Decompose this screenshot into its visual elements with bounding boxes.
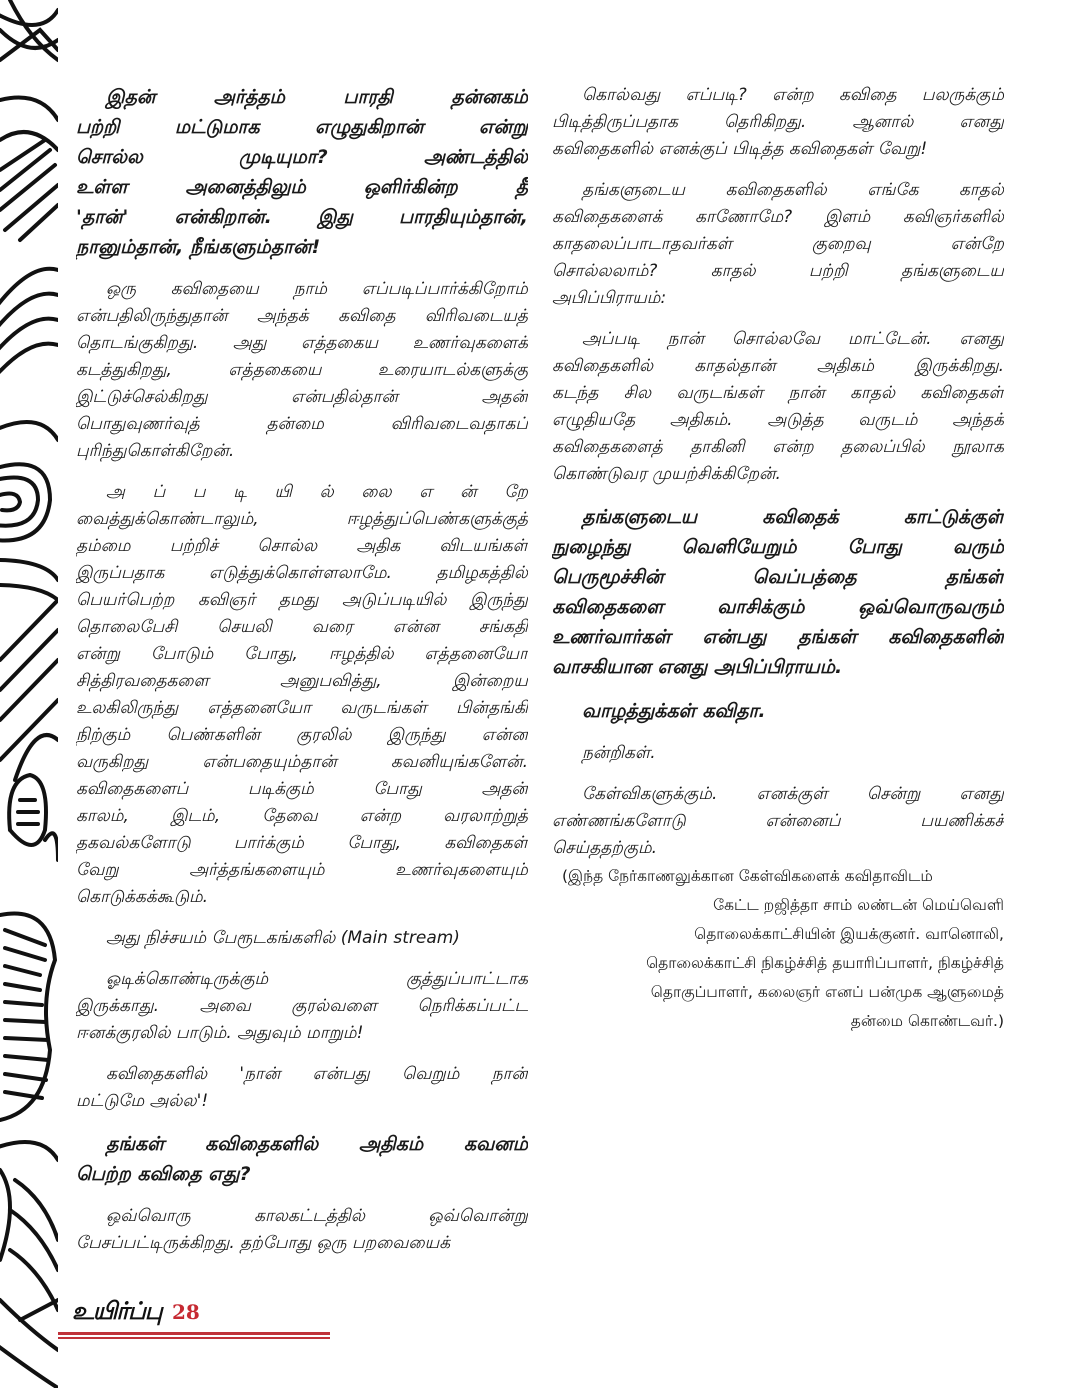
text-line: பிடித்திருப்பதாக தெரிகிறது. ஆனால் எனது [552,112,1004,132]
question-paragraph [552,502,1004,682]
text-line: தொடங்குகிறது. அது எத்தகைய உணர்வுகளைக் [76,333,528,353]
credit-line: தொலைக்காட்சி நிகழ்ச்சித் தயாரிப்பாளர், நிகழ்ச்சித் [646,954,1004,972]
text-line: கவிதைகளைக் காணோமே? இளம் கவிஞர்களில் [552,207,1004,227]
decorative-border-pattern [0,0,58,1388]
question-paragraph [76,82,528,262]
page-number: 28 [172,1300,200,1324]
text-line: தகவல்களோடு பார்க்கும் போது, கவிதைகள் [76,833,528,853]
magazine-logo: உயிர்ப்பு [72,1296,162,1325]
text-line: பொதுவுணர்வுத் தன்மை விரிவடைவதாகப் [76,414,528,434]
text-line: நானும்தான், நீங்களும்தான்! [76,236,321,258]
answer-paragraph [552,177,1004,312]
text-line: ஓடிக்கொண்டிருக்கும் குத்துப்பாட்டாக [106,969,528,989]
answer-paragraph [76,1203,528,1257]
credit-line: (இந்த நேர்காணலுக்கான கேள்விகளைக் கவிதாவிடம் [562,867,933,885]
text-line: இதன் அர்த்தம் பாரதி தன்னகம் [106,86,528,108]
answer-paragraph [76,966,528,1047]
answer-paragraph [552,781,1004,862]
text-line: பெற்ற கவிதை எது? [76,1163,251,1185]
text-line: கொண்டுவர முயற்சிக்கிறேன். [552,464,781,484]
text-line: தொலைபேசி செயலி வரை என்ன சங்கதி [76,617,528,637]
credit-line: தொலைக்காட்சியின் இயக்குனர். வானொலி, [694,925,1004,943]
answer-paragraph [76,925,528,952]
text-line: தங்களுடைய கவிதைக் காட்டுக்குள் [582,506,1004,528]
text-line: ஒவ்வொரு காலகட்டத்தில் ஒவ்வொன்று [106,1206,528,1226]
text-line: உலகிலிருந்து எத்தனையோ வருடங்கள் பின்தங்கி [76,698,528,718]
text-line: வாழத்துக்கள் கவிதா. [582,700,766,722]
text-line: கவிதைகளில் எனக்குப் பிடித்த கவிதைகள் வேறு! [552,139,928,159]
text-line: அ ப் ப டி யி ல் லை எ ன் றே [106,482,528,502]
text-line: ஈனக்குரலில் பாடும். அதுவும் மாறும்! [76,1023,364,1043]
question-paragraph [552,696,1004,726]
text-line: பற்றி மட்டுமாக எழுதுகிறான் என்று [76,116,528,138]
text-line: சொல்லலாம்? காதல் பற்றி தங்களுடைய [552,261,1004,281]
answer-paragraph [76,276,528,465]
answer-paragraph [552,740,1004,767]
text-line: கொடுக்கக்கூடும். [76,887,209,907]
text-line: என்பதிலிருந்துதான் அந்தக் கவிதை விரிவடையத் [76,306,528,326]
text-line: இட்டுச்செல்கிறது என்பதில்தான் அதன் [76,387,528,407]
question-paragraph [76,1129,528,1189]
text-line: கடத்துகிறது, எத்தகையை உரையாடல்களுக்கு [76,360,528,380]
text-line: 'தான்' என்கிறான். இது பாரதியும்தான், [76,206,528,228]
text-line: பேசப்பட்டிருக்கிறது. தற்போது ஒரு பறவையைக் [76,1233,451,1253]
text-line: கேள்விகளுக்கும். எனக்குள் சென்று எனது [582,784,1004,804]
interviewer-credit-note [562,862,1004,1036]
left-column [76,82,528,1271]
text-line: மட்டுமே அல்ல'! [76,1091,209,1111]
text-line: கவிதைகளில் 'நான் என்பது வெறும் நான் [106,1064,528,1084]
right-column [552,82,1004,876]
text-line: வேறு அர்த்தங்களையும் உணர்வுகளையும் [76,860,528,880]
text-line: காலம், இடம், தேவை என்ற வரலாற்றுத் [76,806,528,826]
text-line: எண்ணங்களோடு என்னைப் பயணிக்கச் [552,811,1004,831]
text-line: தம்மை பற்றிச் சொல்ல அதிக விடயங்கள் [76,536,528,556]
text-line: கவிதைகளைத் தாகினி என்ற தலைப்பில் நூலாக [552,437,1004,457]
text-line: தங்களுடைய கவிதைகளில் எங்கே காதல் [582,180,1004,200]
text-line: என்று போடும் போது, ஈழத்தில் எத்தனையோ [76,644,528,664]
footer-rule [58,1332,330,1335]
text-line: அபிப்பிராயம்: [552,288,667,308]
text-line: எழுதியதே அதிகம். அடுத்த வருடம் அந்தக் [552,410,1004,430]
border-pattern-icon [0,0,58,1388]
text-line: வைத்துக்கொண்டாலும், ஈழத்துப்பெண்களுக்குத் [76,509,528,529]
text-line: காதலைப்பாடாதவர்கள் குறைவு என்றே [552,234,1004,254]
answer-paragraph [76,479,528,911]
text-line: கவிதைகளில் காதல்தான் அதிகம் இருக்கிறது. [552,356,1004,376]
answer-paragraph [76,1061,528,1115]
text-line: இருப்பதாக எடுத்துக்கொள்ளலாமே. தமிழகத்தில் [76,563,528,583]
page-footer [72,1294,342,1344]
credit-line: தன்மை கொண்டவர்.) [850,1012,1004,1030]
text-line: சொல்ல முடியுமா? அண்டத்தில் [76,146,528,168]
credit-line: தொகுப்பாளர், கலைஞர் எனப் பன்முக ஆளுமைத் [650,983,1004,1001]
text-line: பெருமூச்சின் வெப்பத்தை தங்கள் [552,566,1004,588]
text-line: இருக்காது. அவை குரல்வளை நெரிக்கப்பட்ட [76,996,528,1016]
text-line: கடந்த சில வருடங்கள் நான் காதல் கவிதைகள் [552,383,1004,403]
text-line: செய்ததற்கும். [552,838,658,858]
text-line: கவிதைகளை வாசிக்கும் ஒவ்வொருவரும் [552,596,1004,618]
text-line: நுழைந்து வெளியேறும் போது வரும் [552,536,1004,558]
text-line: வாசகியான எனது அபிப்பிராயம். [552,656,843,678]
text-line: கவிதைகளைப் படிக்கும் போது அதன் [76,779,528,799]
answer-paragraph [552,82,1004,163]
text-line: புரிந்துகொள்கிறேன். [76,441,235,461]
text-line: தங்கள் கவிதைகளில் அதிகம் கவனம் [106,1133,528,1155]
text-line: நன்றிகள். [582,743,656,763]
text-line: கொல்வது எப்படி? என்ற கவிதை பலருக்கும் [582,85,1004,105]
text-line: ஒரு கவிதையை நாம் எப்படிப்பார்க்கிறோம் [106,279,528,299]
text-line: அப்படி நான் சொல்லவே மாட்டேன். எனது [582,329,1004,349]
footer-rule-thin [58,1337,330,1339]
text-line: சித்திரவதைகளை அனுபவித்து, இன்றைய [76,671,528,691]
answer-paragraph [552,326,1004,488]
credit-line: கேட்ட றஜித்தா சாம் லண்டன் மெய்வெளி [713,896,1004,914]
text-line: உணர்வார்கள் என்பது தங்கள் கவிதைகளின் [552,626,1004,648]
text-line: உள்ள அனைத்திலும் ஒளிர்கின்ற தீ [76,176,528,198]
text-line: பெயர்பெற்ற கவிஞர் தமது அடுப்படியில் இருந்து [76,590,528,610]
text-line: நிற்கும் பெண்களின் குரலில் இருந்து என்ன [76,725,528,745]
text-line: அது நிச்சயம் பேரூடகங்களில் (Main stream) [106,928,460,948]
text-line: வருகிறது என்பதையும்தான் கவனியுங்களேன். [76,752,528,772]
